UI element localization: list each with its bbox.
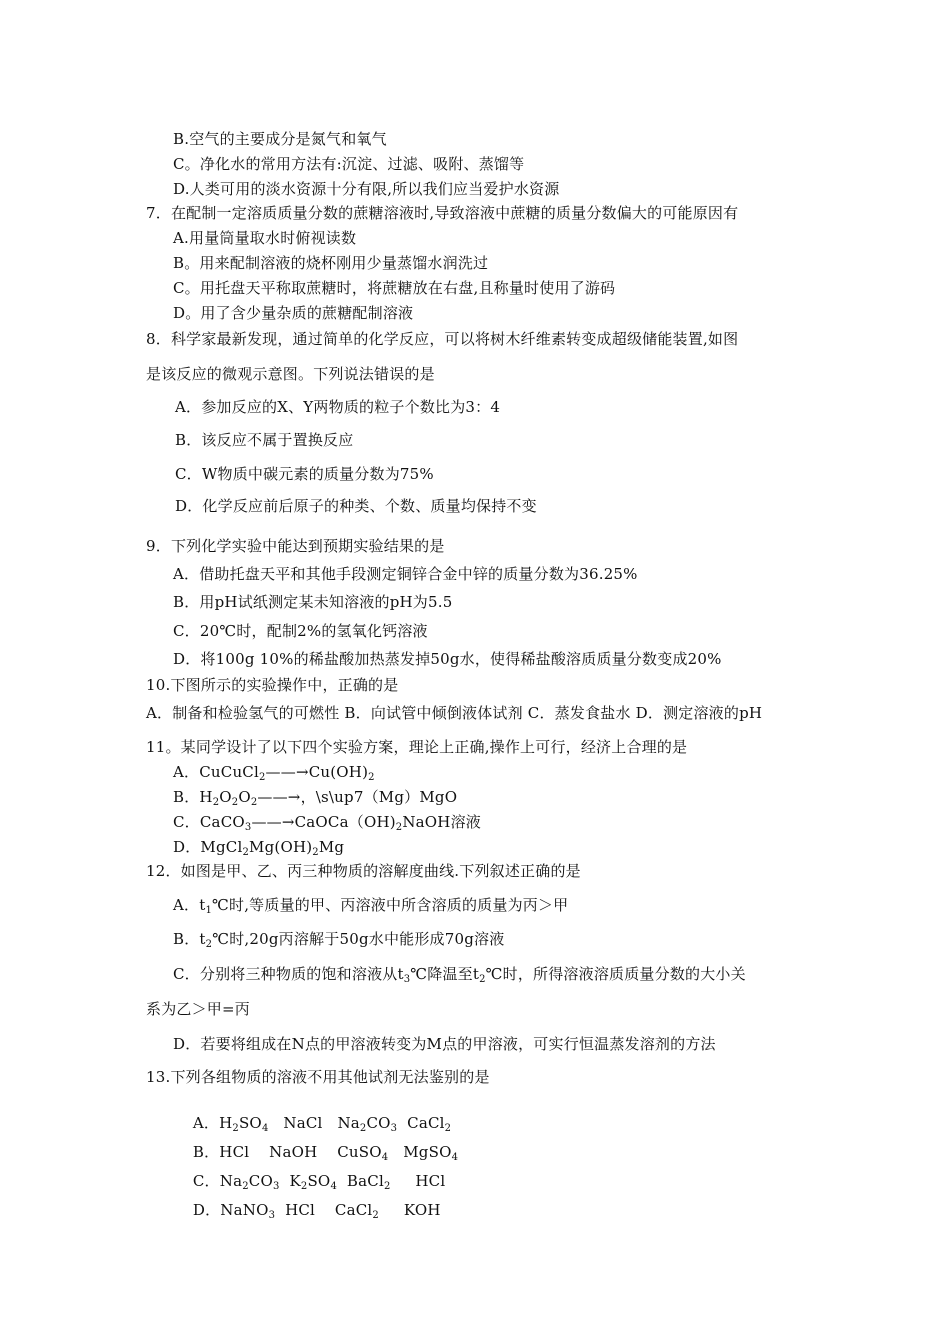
q12-option-c: C．分别将三种物质的饱和溶液从$t_3℃$降温至$t_2℃$时，所得溶液溶质质量分数的大小关	[173, 965, 746, 985]
q11-option-a: A．$CuCuCl_2——\to Cu(OH)_2$	[173, 763, 375, 783]
q8-option-d: D．化学反应前后原子的种类、个数、质量均保持不变	[175, 497, 537, 515]
q6-option-d: D.人类可用的淡水资源十分有限,所以我们应当爱护水资源	[173, 180, 560, 198]
q10-options: A．制备和检验氢气的可燃性 B．向试管中倾倒液体试剂 C．蒸发食盐水 D．测定溶液的pH	[146, 704, 763, 722]
q9-option-c: C．20℃时，配制2%的氢氧化钙溶液	[173, 622, 428, 640]
q12-option-a: A．$t_1℃$时,等质量的甲、丙溶液中所含溶质的质量为丙＞甲	[173, 896, 569, 916]
q13-option-d: D．NaNO$_3$ HCl CaCl$_2$ KOH	[192, 1201, 441, 1221]
q9-option-d: D．将100g 10%的稀盐酸加热蒸发掉50g水，使得稀盐酸溶质质量分数变成20%	[173, 650, 722, 668]
q7-stem: 7．在配制一定溶质质量分数的蔗糖溶液时,导致溶液中蔗糖的质量分数偏大的可能原因有	[146, 204, 739, 222]
q6-option-c: C。净化水的常用方法有:沉淀、过滤、吸附、蒸馏等	[173, 155, 525, 173]
q6-option-b: B.空气的主要成分是氮气和氧气	[173, 130, 387, 148]
q9-option-a: A．借助托盘天平和其他手段测定铜锌合金中锌的质量分数为36.25%	[173, 565, 638, 583]
q7-option-a: A.用量筒量取水时俯视读数	[173, 229, 357, 247]
q8-stem-cont: 是该反应的微观示意图。下列说法错误的是	[146, 365, 435, 383]
q11-option-b: B．$H_2O_2O_2——\to$，\s\up7（Mg）MgO	[173, 788, 458, 808]
q11-option-d: D．$MgCl_2Mg(OH)_2Mg$	[173, 838, 345, 858]
q9-stem: 9．下列化学实验中能达到预期实验结果的是	[146, 537, 445, 555]
q13-option-c: C．$Na_2CO_3$ $K_2SO_4$ BaCl$_2$ HCl	[192, 1172, 446, 1192]
q13-stem: 13.下列各组物质的溶液不用其他试剂无法鉴别的是	[146, 1068, 490, 1086]
q8-option-a: A．参加反应的X、Y两物质的粒子个数比为3：4	[175, 398, 501, 416]
q8-option-c: C．W物质中碳元素的质量分数为75%	[175, 465, 434, 483]
q12-stem: 12．如图是甲、乙、丙三种物质的溶解度曲线.下列叙述正确的是	[146, 862, 581, 880]
q9-option-b: B．用pH试纸测定某未知溶液的pH为5.5	[173, 593, 453, 611]
q7-option-b: B。用来配制溶液的烧杯刚用少量蒸馏水润洗过	[173, 254, 489, 272]
q10-stem: 10.下图所示的实验操作中，正确的是	[146, 676, 399, 694]
q11-option-c: C．$CaCO_3——\to CaOCa(OH)_2NaOH$溶液	[173, 813, 481, 833]
q11-stem: 11。某同学设计了以下四个实验方案，理论上正确,操作上可行，经济上合理的是	[146, 738, 688, 756]
q7-option-d: D。用了含少量杂质的蔗糖配制溶液	[173, 304, 414, 322]
q12-option-d: D．若要将组成在N点的甲溶液转变为M点的甲溶液，可实行恒温蒸发溶剂的方法	[173, 1035, 716, 1053]
q7-option-c: C。用托盘天平称取蔗糖时，将蔗糖放在右盘,且称量时使用了游码	[173, 279, 616, 297]
q13-option-a: A．$H_2SO_4$ NaCl $Na_2CO_3$ CaCl$_2$	[192, 1114, 452, 1134]
q8-stem: 8．科学家最新发现，通过简单的化学反应，可以将树木纤维素转变成超级储能装置,如图	[146, 330, 739, 348]
q13-option-b: B．HCl NaOH CuSO$_4$ MgSO$_4$	[192, 1143, 459, 1163]
q12-option-c-cont: 系为乙＞甲=丙	[146, 1000, 250, 1018]
q12-option-b: B．$t_2℃$时,20g丙溶解于50g水中能形成70g溶液	[173, 930, 505, 950]
q8-option-b: B．该反应不属于置换反应	[175, 431, 354, 449]
